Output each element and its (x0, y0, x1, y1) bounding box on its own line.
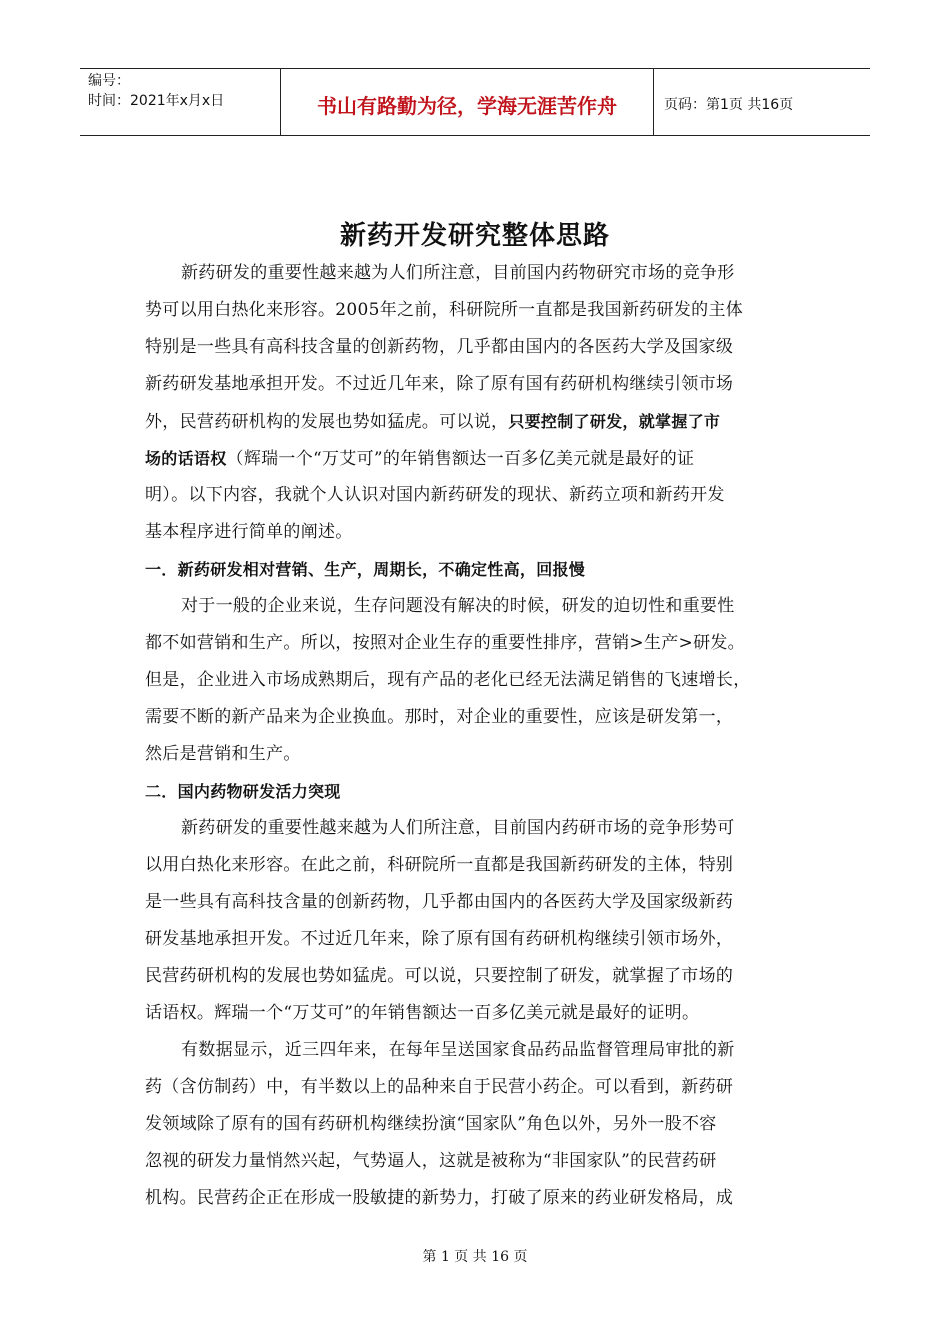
bold-emphasis: 只要控制了研发，就掌握了市 (508, 412, 721, 431)
page-footer: 第 1 页 共 16 页 (422, 1249, 528, 1265)
paragraph-line: 但是，企业进入市场成熟期后，现有产品的老化已经无法满足销售的飞速增长， (145, 670, 751, 690)
paragraph-line: 药（含仿制药）中，有半数以上的品种来自于民营小药企。可以看到，新药研 (145, 1077, 734, 1097)
paragraph-line: 以用白热化来形容。在此之前，科研院所一直都是我国新药研发的主体，特别 (145, 855, 734, 875)
paragraph-line: 势可以用白热化来形容。2005年之前，科研院所一直都是我国新药研发的主体 (145, 300, 744, 320)
paragraph-line (145, 403, 815, 440)
document-date: 时间：2021年x月x日 (88, 93, 225, 109)
document-body (145, 255, 815, 1217)
header-page-info: 页码：第1页 共16页 (664, 97, 794, 113)
document-title: 新药开发研究整体思路 (339, 221, 610, 251)
paragraph-line: 忽视的研发力量悄然兴起，气势逼人，这就是被称为“非国家队”的民营药研 (145, 1151, 717, 1171)
paragraph-line: 对于一般的企业来说，生存问题没有解决的时候，研发的迫切性和重要性 (181, 596, 735, 616)
text-run: 外，民营药研机构的发展也势如猛虎。可以说， (145, 412, 509, 432)
paragraph-line: 民营药研机构的发展也势如猛虎。可以说，只要控制了研发，就掌握了市场的 (145, 966, 734, 986)
section-heading: 一．新药研发相对营销、生产，周期长，不确定性高，回报慢 (145, 560, 586, 579)
paragraph-line: 有数据显示，近三四年来，在每年呈送国家食品药品监督管理局审批的新 (181, 1040, 735, 1060)
paragraph-line: 特别是一些具有高科技含量的创新药物，几乎都由国内的各医药大学及国家级 (145, 337, 734, 357)
paragraph-line (145, 440, 815, 477)
paragraph-line: 研发基地承担开发。不过近几年来，除了原有国有药研机构继续引领市场外， (145, 929, 734, 949)
paragraph-line: 是一些具有高科技含量的创新药物，几乎都由国内的各医药大学及国家级新药 (145, 892, 734, 912)
paragraph-line: 话语权。辉瑞一个“万艾可”的年销售额达一百多亿美元就是最好的证明。 (145, 1003, 700, 1023)
document-number-label: 编号： (88, 73, 130, 89)
paragraph-line: 都不如营销和生产。所以，按照对企业生存的重要性排序，营销>生产>研发。 (145, 633, 745, 653)
text-run: （辉瑞一个“万艾可”的年销售额达一百多亿美元就是最好的证 (226, 449, 695, 469)
bold-emphasis: 场的话语权 (145, 449, 227, 468)
paragraph-line: 新药研发基地承担开发。不过近几年来，除了原有国有药研机构继续引领市场 (145, 374, 734, 394)
section-heading: 二．国内药物研发活力突现 (145, 782, 341, 801)
paragraph-line: 然后是营销和生产。 (145, 744, 301, 764)
paragraph-line: 明）。以下内容，我就个人认识对国内新药研发的现状、新药立项和新药开发 (145, 485, 725, 505)
paragraph-line: 需要不断的新产品来为企业换血。那时，对企业的重要性，应该是研发第一， (145, 707, 734, 727)
header-meta-cell (80, 69, 281, 135)
header-motto: 书山有路勤为径，学海无涯苦作舟 (281, 69, 654, 135)
paragraph-line: 基本程序进行简单的阐述。 (145, 522, 353, 542)
page-header (80, 68, 870, 136)
paragraph-line: 机构。民营药企正在形成一股敏捷的新势力，打破了原来的药业研发格局，成 (145, 1188, 734, 1208)
paragraph-line: 新药研发的重要性越来越为人们所注意，目前国内药研市场的竞争形势可 (181, 818, 735, 838)
paragraph-line: 新药研发的重要性越来越为人们所注意，目前国内药物研究市场的竞争形 (181, 263, 735, 283)
paragraph-line: 发领域除了原有的国有药研机构继续扮演“国家队”角色以外，另外一股不容 (145, 1114, 717, 1134)
